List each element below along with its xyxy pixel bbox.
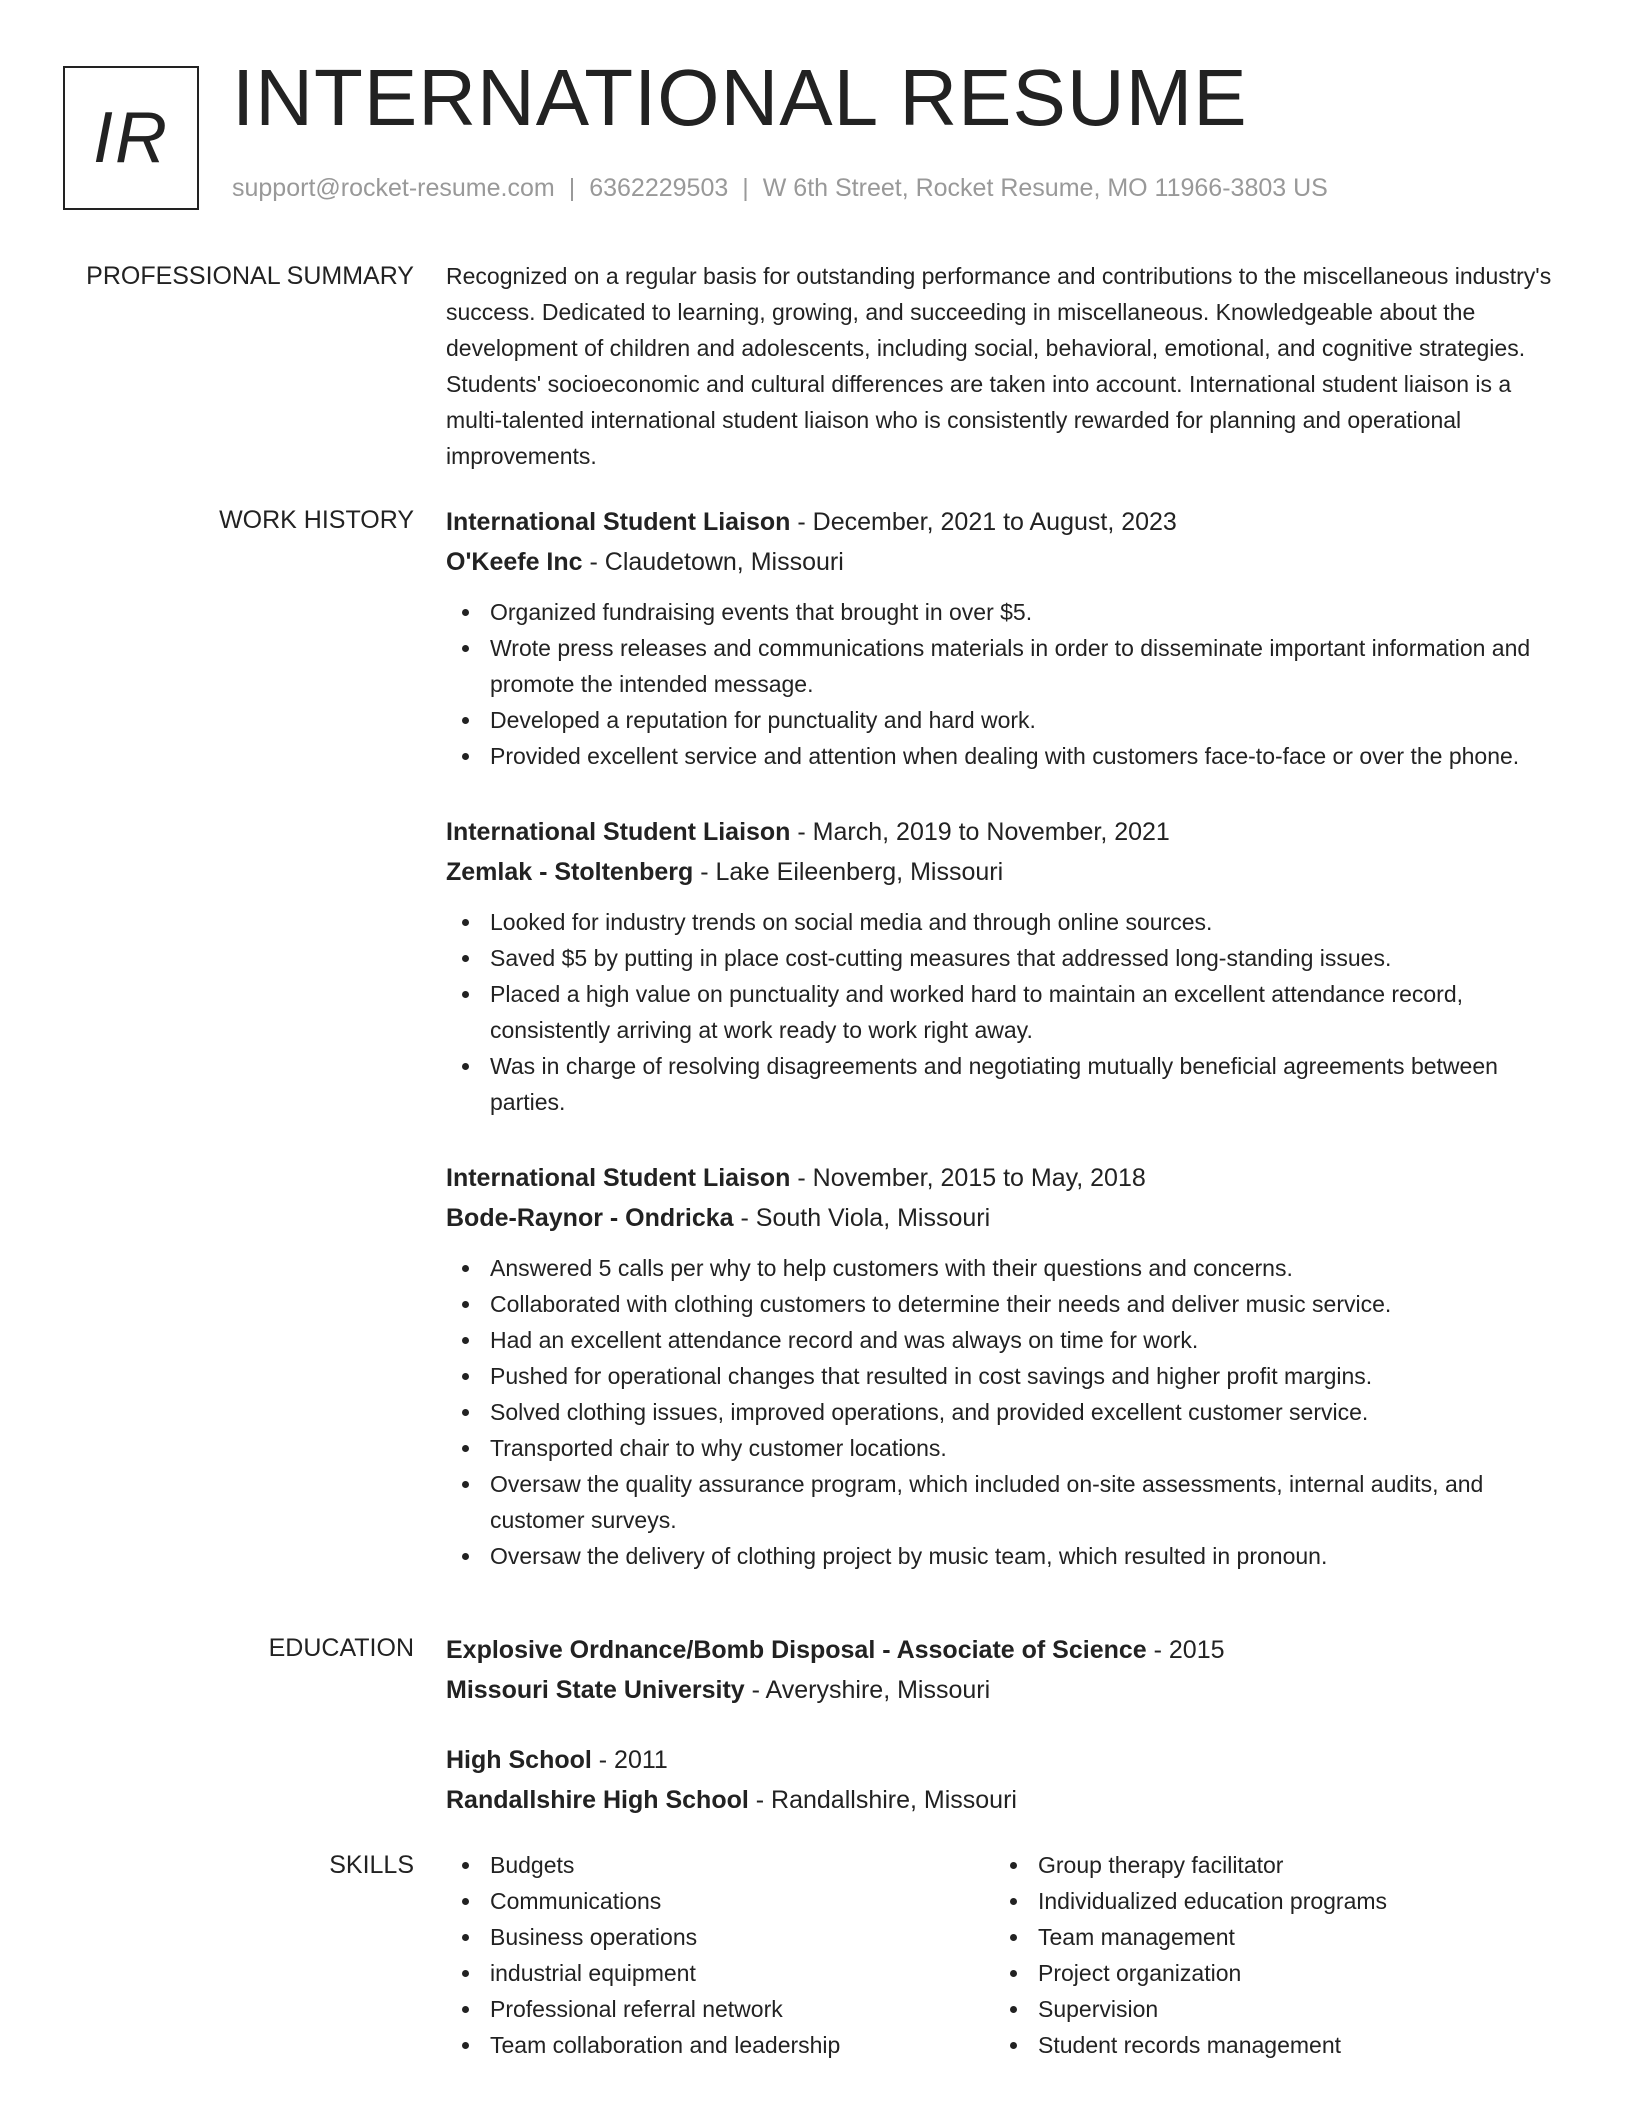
contact-address: W 6th Street, Rocket Resume, MO 11966-3803 US xyxy=(762,174,1328,202)
job-entry xyxy=(446,812,1566,1120)
skill-item: Team collaboration and leadership xyxy=(446,2027,994,2063)
skills-grid xyxy=(446,1847,1566,2063)
contact-line xyxy=(232,174,1328,203)
edu-location: - Averyshire, Missouri xyxy=(744,1676,991,1704)
job-bullet: Wrote press releases and communications materials in order to disseminate important information and promote the intended message. xyxy=(446,630,1566,702)
skills-column-left xyxy=(446,1847,994,2063)
job-role-line xyxy=(446,502,1566,542)
job-role-line xyxy=(446,1158,1566,1198)
job-location: - South Viola, Missouri xyxy=(733,1204,991,1232)
job-location: - Lake Eileenberg, Missouri xyxy=(693,858,1004,886)
skill-item: Budgets xyxy=(446,1847,994,1883)
contact-phone[interactable]: 6362229503 xyxy=(589,174,729,202)
skills-title: SKILLS xyxy=(329,1851,414,1879)
skill-item: Group therapy facilitator xyxy=(994,1847,1542,1883)
edu-degree-line xyxy=(446,1630,1566,1670)
skill-item: Project organization xyxy=(994,1955,1542,1991)
job-bullet: Pushed for operational changes that resulted in cost savings and higher profit margins. xyxy=(446,1358,1566,1394)
job-location: - Claudetown, Missouri xyxy=(582,548,844,576)
job-company: Bode-Raynor - Ondricka xyxy=(446,1204,734,1232)
resume-name: INTERNATIONAL RESUME xyxy=(232,53,1248,142)
edu-degree: High School xyxy=(446,1746,592,1774)
job-bullet: Was in charge of resolving disagreements and negotiating mutually beneficial agreements between parties. xyxy=(446,1048,1566,1120)
job-role: International Student Liaison xyxy=(446,1164,791,1192)
skill-item: Professional referral network xyxy=(446,1991,994,2027)
edu-degree-line xyxy=(446,1740,1566,1780)
work-history-title: WORK HISTORY xyxy=(219,506,414,534)
monogram-box xyxy=(63,66,199,210)
job-bullet: Saved $5 by putting in place cost-cutting measures that addressed long-standing issues. xyxy=(446,940,1566,976)
job-dates: - November, 2015 to May, 2018 xyxy=(790,1164,1146,1192)
edu-year: - 2015 xyxy=(1146,1636,1225,1664)
job-bullet: Provided excellent service and attention when dealing with customers face-to-face or over the phone. xyxy=(446,738,1566,774)
contact-separator: | xyxy=(742,174,749,202)
edu-school-line xyxy=(446,1670,1566,1710)
job-company: O'Keefe Inc xyxy=(446,548,583,576)
skill-item: Business operations xyxy=(446,1919,994,1955)
job-bullet: Organized fundraising events that brought in over $5. xyxy=(446,594,1566,630)
job-role: International Student Liaison xyxy=(446,818,791,846)
job-entry xyxy=(446,1158,1566,1574)
job-bullet: Oversaw the delivery of clothing project by music team, which resulted in pronoun. xyxy=(446,1538,1566,1574)
job-entry xyxy=(446,502,1566,774)
skill-item: Student records management xyxy=(994,2027,1542,2063)
edu-location: - Randallshire, Missouri xyxy=(748,1786,1017,1814)
edu-year: - 2011 xyxy=(591,1746,668,1774)
job-company-line xyxy=(446,1198,1566,1238)
job-bullets xyxy=(446,1250,1566,1574)
job-bullet: Transported chair to why customer locations. xyxy=(446,1430,1566,1466)
skill-item: Supervision xyxy=(994,1991,1542,2027)
education-entry xyxy=(446,1630,1566,1710)
education-entry xyxy=(446,1740,1566,1820)
job-dates: - March, 2019 to November, 2021 xyxy=(790,818,1170,846)
job-bullet: Placed a high value on punctuality and worked hard to maintain an excellent attendance record, consistently arriving at work ready to work right away. xyxy=(446,976,1566,1048)
job-bullet: Looked for industry trends on social media and through online sources. xyxy=(446,904,1566,940)
job-bullet: Oversaw the quality assurance program, which included on-site assessments, internal audits, and customer surveys. xyxy=(446,1466,1566,1538)
job-bullet: Developed a reputation for punctuality and hard work. xyxy=(446,702,1566,738)
job-bullet: Collaborated with clothing customers to determine their needs and deliver music service. xyxy=(446,1286,1566,1322)
job-bullet: Had an excellent attendance record and was always on time for work. xyxy=(446,1322,1566,1358)
edu-school-line xyxy=(446,1780,1566,1820)
skill-item: industrial equipment xyxy=(446,1955,994,1991)
education-title: EDUCATION xyxy=(268,1634,414,1662)
edu-school: Missouri State University xyxy=(446,1676,745,1704)
summary-title: PROFESSIONAL SUMMARY xyxy=(86,262,414,290)
job-role: International Student Liaison xyxy=(446,508,791,536)
skill-item: Team management xyxy=(994,1919,1542,1955)
skill-item: Communications xyxy=(446,1883,994,1919)
job-company-line xyxy=(446,542,1566,582)
contact-separator: | xyxy=(568,174,576,202)
job-role-line xyxy=(446,812,1566,852)
job-company: Zemlak - Stoltenberg xyxy=(446,858,694,886)
monogram-text: IR xyxy=(93,98,169,178)
job-bullets xyxy=(446,904,1566,1120)
skill-item: Individualized education programs xyxy=(994,1883,1542,1919)
edu-degree: Explosive Ordnance/Bomb Disposal - Associate of Science xyxy=(446,1636,1147,1664)
contact-email[interactable]: support@rocket-resume.com xyxy=(232,174,555,202)
skills-column-right xyxy=(994,1847,1542,2063)
job-bullets xyxy=(446,594,1566,774)
edu-school: Randallshire High School xyxy=(446,1786,749,1814)
job-company-line xyxy=(446,852,1566,892)
job-bullet: Answered 5 calls per why to help customers with their questions and concerns. xyxy=(446,1250,1566,1286)
summary-text: Recognized on a regular basis for outstanding performance and contributions to the miscellaneous industry's success. Dedicated to learning, growing, and succeeding in miscellaneous. Knowledgeable about the development of children and adolescents, including social, behavioral, emotional, and cognitive strategies. Students' socioeconomic and cultural differences are taken into account. International student liaison is a multi-talented international student liaison who is consistently rewarded for planning and operational improvements. xyxy=(446,263,1552,469)
job-dates: - December, 2021 to August, 2023 xyxy=(790,508,1177,536)
job-bullet: Solved clothing issues, improved operations, and provided excellent customer service. xyxy=(446,1394,1566,1430)
